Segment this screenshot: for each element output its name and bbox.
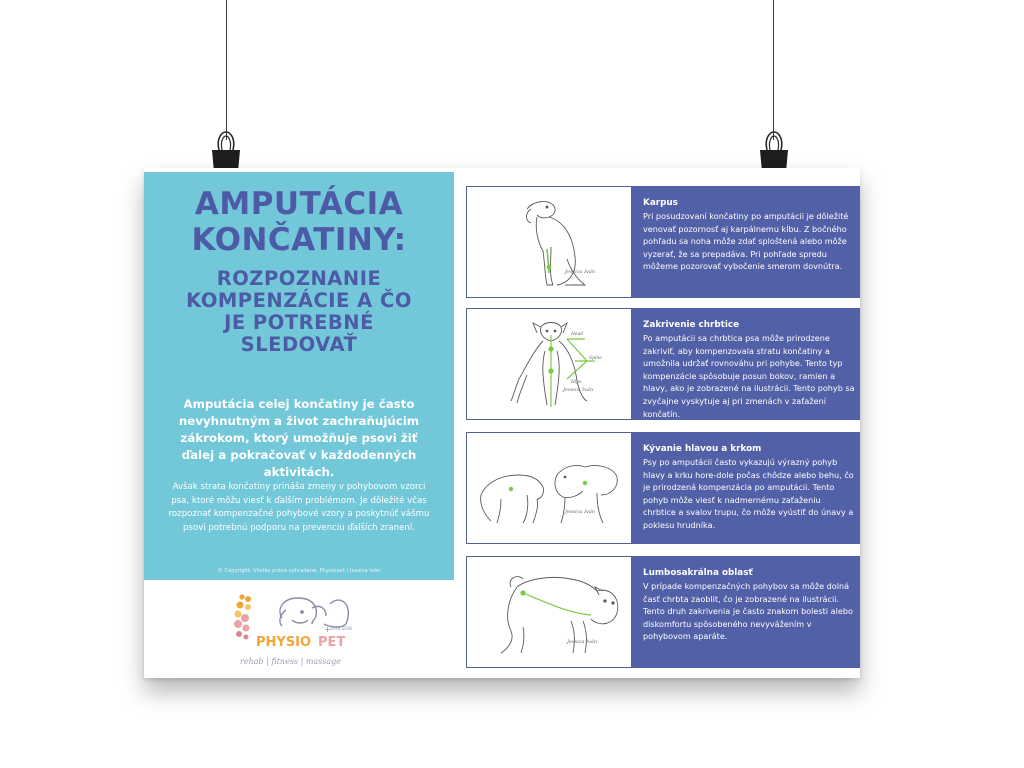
- svg-text:Jessica Iván: Jessica Iván: [567, 639, 598, 645]
- section-carpus: [466, 186, 860, 298]
- poster: [144, 168, 860, 678]
- section-title: Zakrivenie chrbtice: [643, 320, 740, 330]
- logo-brand-pet: PET: [318, 635, 346, 650]
- carpus-text-panel: [632, 186, 860, 298]
- carpus-illustration: [466, 186, 632, 298]
- pug-hunched-icon: [467, 557, 631, 667]
- copyright-notice: © Copyright. Všetky práva vyhradené. Physiopet | Jessica Iván: [217, 568, 381, 574]
- subtitle-line: KOMPENZÁCIE A ČO: [186, 289, 412, 312]
- section-text: Psy po amputácii často vykazujú výrazný pohyb hlavy a krku hore-dole počas chôdze alebo behu, čo je prirodzená kompenzácia po amputácii. Tento pohyb môže viesť k nadmernému zaťaženiu chrbtice a svalov trupu, čo môže vyústiť do únavy a poklesu hrudníka.: [643, 457, 854, 530]
- spine-illustration: [466, 308, 632, 420]
- poster-title: [144, 186, 454, 258]
- svg-text:Head: Head: [571, 332, 584, 337]
- logo-tagline: rehab | fitness | massage: [240, 657, 342, 666]
- body-paragraph: Avšak strata končatiny prináša zmeny v pohybovom vzorci psa, ktoré môžu viesť k ďalším problémom. Je dôležité včas rozpoznať kompenzačné pohybové vzory a poskytnúť vášmu psovi potrebnú podporu na prevenciu ďalších zranení.: [168, 482, 430, 533]
- svg-text:Jessica Iván: Jessica Iván: [565, 509, 596, 515]
- logo-dots-icon: [234, 594, 251, 639]
- svg-text:since 2018: since 2018: [330, 626, 352, 631]
- poster-subtitle: [144, 268, 454, 356]
- hanging-wire-left: [226, 0, 227, 140]
- lumbosacral-text-panel: [632, 556, 860, 668]
- physiopet-logo: [232, 590, 372, 670]
- title-line: AMPUTÁCIA: [194, 186, 404, 222]
- section-spine-curvature: [466, 308, 860, 420]
- svg-text:Jessica Iván: Jessica Iván: [563, 387, 594, 393]
- spine-text-panel: [632, 308, 860, 420]
- subtitle-line: SLEDOVAŤ: [240, 333, 358, 356]
- svg-text:Jessica Iván: Jessica Iván: [565, 269, 596, 275]
- section-text: Pri posudzovaní končatiny po amputácii je dôležité venovať pozornosť aj karpálnemu kĺbu. Z bočného pohľadu sa noha môže zdať sploštená alebo môže vyzerať, že sa prepadáva. Pri pohľade spredu môžeme pozorovať vybočenie smerom dovnútra.: [643, 211, 849, 272]
- section-text: Po amputácii sa chrbtica psa môže prirodzene zakriviť, aby kompenzovala stratu končatiny a umožnila udržať rovnováhu pri pohybe. Tento typ kompenzácie spôsobuje posun bokov, ramien a hlavy, ako je zobrazené na ilustrácii. Tento pohyb sa zvyčajne vyskytuje aj pri zmenách v zaťažení končatín.: [643, 333, 855, 419]
- subtitle-line: ROZPOZNANIE: [216, 267, 382, 290]
- dog-outline-icon: [280, 598, 348, 627]
- hanging-wire-right: [773, 0, 774, 140]
- logo-brand-physio: PHYSIO: [256, 635, 312, 650]
- section-title: Kývanie hlavou a krkom: [643, 444, 762, 454]
- lead-paragraph: Amputácia celej končatiny je často nevyhnutným a život zachraňujúcim zákrokom, ktorý umožňuje psovi žiť ďalej a pokračovať v každodenných aktivitách.: [178, 397, 420, 479]
- two-dogs-walking-icon: [467, 433, 631, 543]
- svg-text:+: +: [324, 625, 331, 634]
- svg-text:Spine: Spine: [589, 356, 602, 361]
- section-head-neck-bobbing: [466, 432, 860, 544]
- head-bobbing-text-panel: [632, 432, 860, 544]
- section-lumbosacral: [466, 556, 860, 668]
- intro-panel: [144, 172, 454, 580]
- title-line: KONČATINY:: [191, 222, 407, 258]
- dog-sitting-side-icon: [467, 187, 631, 297]
- section-text: V prípade kompenzačných pohybov sa môže dolná časť chrbta zaoblit, čo je zobrazené na ilustrácii. Tento druh zakrivenia je často znakom bolesti alebo diskomfortu spôsobeného nevyvážením v pohybovom aparáte.: [643, 581, 853, 642]
- lumbosacral-illustration: [466, 556, 632, 668]
- svg-text:Hips: Hips: [571, 380, 582, 385]
- section-title: Lumbosakrálna oblasť: [643, 568, 753, 578]
- dog-front-view-icon: [467, 309, 631, 419]
- subtitle-line: JE POTREBNÉ: [224, 311, 374, 334]
- head-bobbing-illustration: [466, 432, 632, 544]
- section-title: Karpus: [643, 198, 678, 208]
